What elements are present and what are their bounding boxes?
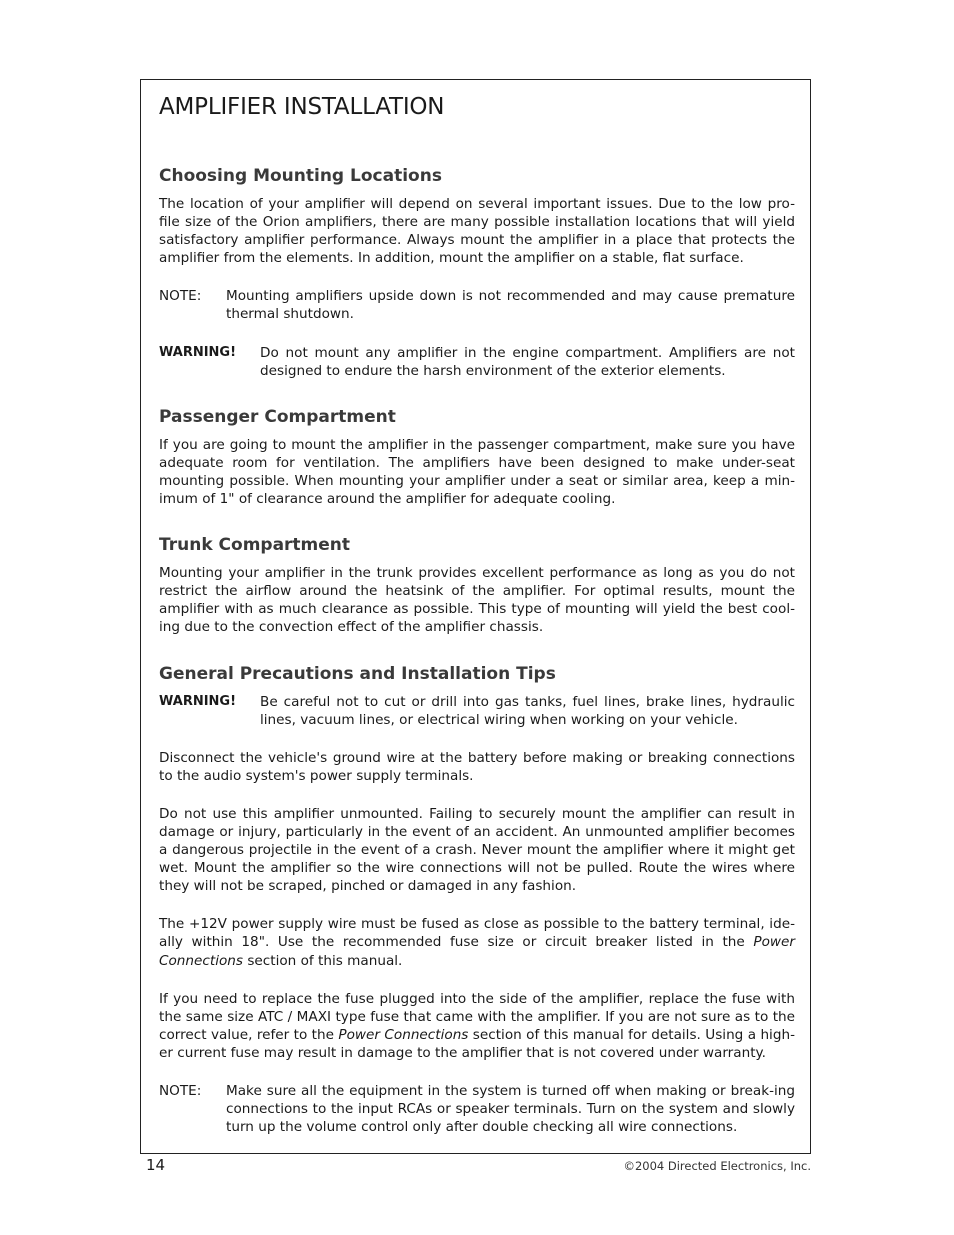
paragraph-passenger: If you are going to mount the amplifier in the passenger compartment, make sure you have adequate room for ventilation. The amplifiers have been designed to make under-seat mounting possible. When mounting your amplifier under a seat or similar area, keep a min-imum of 1" of clearance around the amplifier for adequate cooling. <box>159 436 795 508</box>
paragraph-ground-wire: Disconnect the vehicle's ground wire at the battery before making or breaking connections to the audio system's power supply terminals. <box>159 749 795 784</box>
heading-general-precautions: General Precautions and Installation Tips <box>159 663 556 684</box>
paragraph-fusing: The +12V power supply wire must be fused as close as possible to the battery terminal, ide-ally within 18". Use the recommended fuse size or circuit breaker listed in the Power Connections section of this manual. <box>159 916 795 969</box>
warning-label: WARNING! <box>159 693 237 709</box>
copyright-notice: ©2004 Directed Electronics, Inc. <box>623 1159 811 1173</box>
paragraph-unmounted: Do not use this amplifier unmounted. Failing to securely mount the amplifier can result in damage or injury, particularly in the event of an accident. An unmounted amplifier becomes a dangerous projectile in the event of a crash. Never mount the amplifier where it might get wet. Mount the amplifier so the wire connections will not be pulled. Route the wires where they will not be scraped, pinched or damaged in any fashion. <box>159 805 795 895</box>
page-number: 14 <box>146 1156 166 1174</box>
paragraph-trunk: Mounting your amplifier in the trunk provides excellent performance as long as you do not restrict the airflow around the heatsink of the amplifier. For optimal results, mount the amplifier with as much clearance as possible. This type of mounting will yield the best cool-ing due to the convection effect of the amplifier chassis. <box>159 565 795 636</box>
heading-passenger-compartment: Passenger Compartment <box>159 406 396 427</box>
emphasis-power-connections: Power Connections <box>338 1026 469 1043</box>
note-text: Mounting amplifiers upside down is not recommended and may cause premature thermal shutdown. <box>226 288 795 323</box>
warning-engine-compartment <box>159 344 795 380</box>
note-label: NOTE: <box>159 1083 202 1099</box>
note-label: NOTE: <box>159 288 202 305</box>
emphasis-power-connections: Power Connections <box>159 934 795 969</box>
heading-choosing-mounting-locations: Choosing Mounting Locations <box>159 166 442 186</box>
page-title: AMPLIFIER INSTALLATION <box>159 94 445 120</box>
note-upside-down <box>159 287 795 323</box>
warning-text: Be careful not to cut or drill into gas tanks, fuel lines, brake lines, hydraulic lines, vacuum lines, or electrical wiring when working on your vehicle. <box>260 693 795 728</box>
heading-trunk-compartment: Trunk Compartment <box>159 535 351 556</box>
warning-drilling <box>159 693 795 729</box>
note-equipment-off <box>159 1082 795 1136</box>
page-content <box>159 92 795 1136</box>
paragraph-replace-fuse: If you need to replace the fuse plugged into the side of the amplifier, replace the fuse with the same size ATC / MAXI type fuse that came with the amplifier. If you are not sure as to the correct value, refer to the Power Connections section of this manual for details. Using a high-er current fuse may result in damage to the amplifier that is not covered under warranty. <box>159 990 795 1061</box>
warning-text: Do not mount any amplifier in the engine compartment. Amplifiers are not designed to endure the harsh environment of the exterior elements. <box>260 344 795 379</box>
warning-label: WARNING! <box>159 344 237 360</box>
note-text: Make sure all the equipment in the system is turned off when making or break-ing connections to the input RCAs or speaker terminals. Turn on the system and slowly turn up the volume control only after double checking all wire connections. <box>226 1083 795 1136</box>
paragraph-choosing: The location of your amplifier will depend on several important issues. Due to the low pro-file size of the Orion amplifiers, there are many possible installation locations that will yield satisfactory amplifier performance. Always mount the amplifier in a place that protects the amplifier from the elements. In addition, mount the amplifier on a stable, flat surface. <box>159 196 795 267</box>
